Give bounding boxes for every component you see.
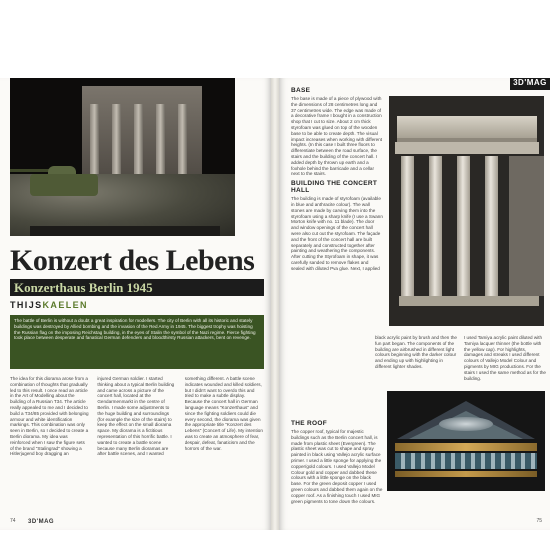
roof-frieze: [395, 453, 537, 469]
page-number-right: 75: [536, 518, 542, 524]
copper-band: [395, 443, 537, 451]
ruin-column: [156, 104, 165, 182]
side-wall: [509, 156, 544, 296]
text-column-c: I used Tamiya acrylic paint diluted with Tamiya lacquer thinner (the bottle with the yellow cap). For highlights, damages and streaks I used different colours of Vallejo Model Colour and pigments by MIG productions. For the stairs I used the same method as for the building.: [464, 335, 546, 381]
section-text-building: The building is made of styrofoam (available in blue and anthracite colour). The wall stones are made by carving them into the styrofoam using a sharp knife (I use a Swann Morton knife with no. 11 blade). The door and window openings of the concert hall were also cut out the styrofoam. The façade and the front of the concert hall are built separately and constructed together after painting and weathering the components. After cutting the Styrofoam in shape, it was carefully sanded to remove flakes and sealed with diluted Pva glue. Next, I applied: [291, 196, 383, 271]
article-subtitle: Konzerthaus Berlin 1945: [14, 280, 153, 295]
facade-column: [457, 156, 470, 296]
intro-box: The battle of Berlin is without a doubt a great inspiration for modellers. The city of Berlin with all its historic and stately buildings was destroyed by Allied bombing and the invasion of the Red Army in 1945. The biggest trophy was hoisting the Russian flag on the imposing Reichstag building, in the eyes of Stalin the symbol of the Nazi regime. Fierce fighting took place between desperate and fanatical German defenders and bloodthirsty Russian attackers, bent on revenge.: [10, 315, 264, 369]
author-last: KAELEN: [42, 300, 88, 310]
ruin-column: [134, 104, 143, 182]
facade-column: [429, 156, 442, 296]
magazine-brand: 3D'MAG: [28, 519, 55, 525]
body-column-1: The idea for this diorama arose from a combination of thoughts that gradually led to this result. I once read an article in the Art of Modelling about the building of a Russian T34. The article really appealed to me and I decided to build a T34/85 provided with belonging armour and white identification markings. This combination was only seen in Berlin, so I decided to create a Berlin diorama. My idea was reinforced when I saw the figure sets of the brand "Stalingrad" showing a Hitlerjugend boy dragging an: [10, 376, 89, 457]
text-column-a: [291, 84, 383, 354]
diorama-photo: [10, 78, 235, 236]
roof-photo: [387, 391, 545, 491]
ruin-column: [112, 104, 121, 182]
column-base: [399, 296, 539, 306]
pediment: [397, 116, 537, 142]
facade-column: [485, 156, 498, 296]
subtitle-bar: [10, 279, 264, 296]
diorama-base: [30, 226, 220, 236]
body-column-2: injured German soldier. I started thinking about a typical Berlin building and came across a picture of the concert hall, located at the Gendarmenmarkt in the centre of Berlin. I made some adjustments to the huge building and surroundings (for example the size of the stairs) to keep the effect on the small diorama space. My diorama is a fictitious representation of this horrific battle. I wanted to create a battle scene because many Berlin dioramas are after battle scenes, and I wanted: [97, 376, 175, 457]
ruin-column: [90, 104, 99, 182]
text-column-roof: [291, 420, 383, 520]
section-heading-roof: THE ROOF: [291, 420, 327, 427]
tank-hull: [30, 174, 98, 196]
page-number-left: 74: [10, 518, 16, 524]
section-heading-building: BUILDING THE CONCERT HALL: [291, 180, 378, 195]
ruin-column: [178, 104, 187, 182]
body-column-3: something different. A battle scene indicates wounded and killed soldiers, but I didn't want to overdo this and tried to make a subtle display. Because the concert hall in German language means "Konzerthaus" and since the fighting soldiers could die every second, the diorama was given the appropriate title "Konzert des Lebens" (Concert of Life). My intention was to create an atmosphere of fear, despair, defeat, fanaticism and the horrors of the war.: [184, 376, 263, 451]
section-text-roof: The copper roof, typical for majestic buildings such as the Berlin concert hall, is made from plastic sheet (Evergreen). The plastic sheet was cut to shape and spray painted in black using Vallejo acrylic surface primer. I used a little sponge for applying the copper/gold colours. I used Vallejo Model Colour gold and copper and dabbed these colours with a little sponge on the black base. For the green deposit copper I used green colours and dabbed them again on the copper roof. As a finishing touch I used MIG green pigments to tone down the colours.: [291, 429, 383, 504]
article-title: Konzert des Lebens: [10, 244, 255, 277]
page-gutter: [271, 78, 279, 530]
tank-gun: [10, 169, 50, 172]
entablature: [395, 142, 539, 154]
section-text-base: The base is made of a piece of plywood with the dimensions of 28 centimetres long and 37 centimetres wide. The edge was made of a decorative frame I bought in a construction shop that I cut to size. About 2 cm thick styrofoam was glued on top of the wooden base to be able to create depth. The visual impact increases when working with different heights. (In this case I built three floors to differentiate between the road surface, the stairs and the building of the concert hall. I added depth by thrown up earth and a foxhole behind the barricade and a cellar next to the stairs.: [291, 96, 383, 177]
facade-column: [401, 156, 414, 296]
right-page: [279, 78, 550, 530]
body-columns: [10, 376, 264, 518]
author-first: THIJS: [10, 300, 43, 310]
text-column-b: black acrylic paint by brush and then the fun part began. The components of the building are airbrushed in different light colours beginning with the darker colour and ending up with highlighting in different lighter shades.: [375, 335, 457, 369]
facade-photo: [389, 96, 544, 326]
copper-band-lower: [395, 471, 537, 477]
section-heading-base: BASE: [291, 87, 311, 94]
left-page: [0, 78, 271, 530]
roof-ornament: [439, 417, 493, 431]
author-byline: [10, 300, 88, 310]
magazine-logo: 3D'MAG: [510, 78, 550, 90]
